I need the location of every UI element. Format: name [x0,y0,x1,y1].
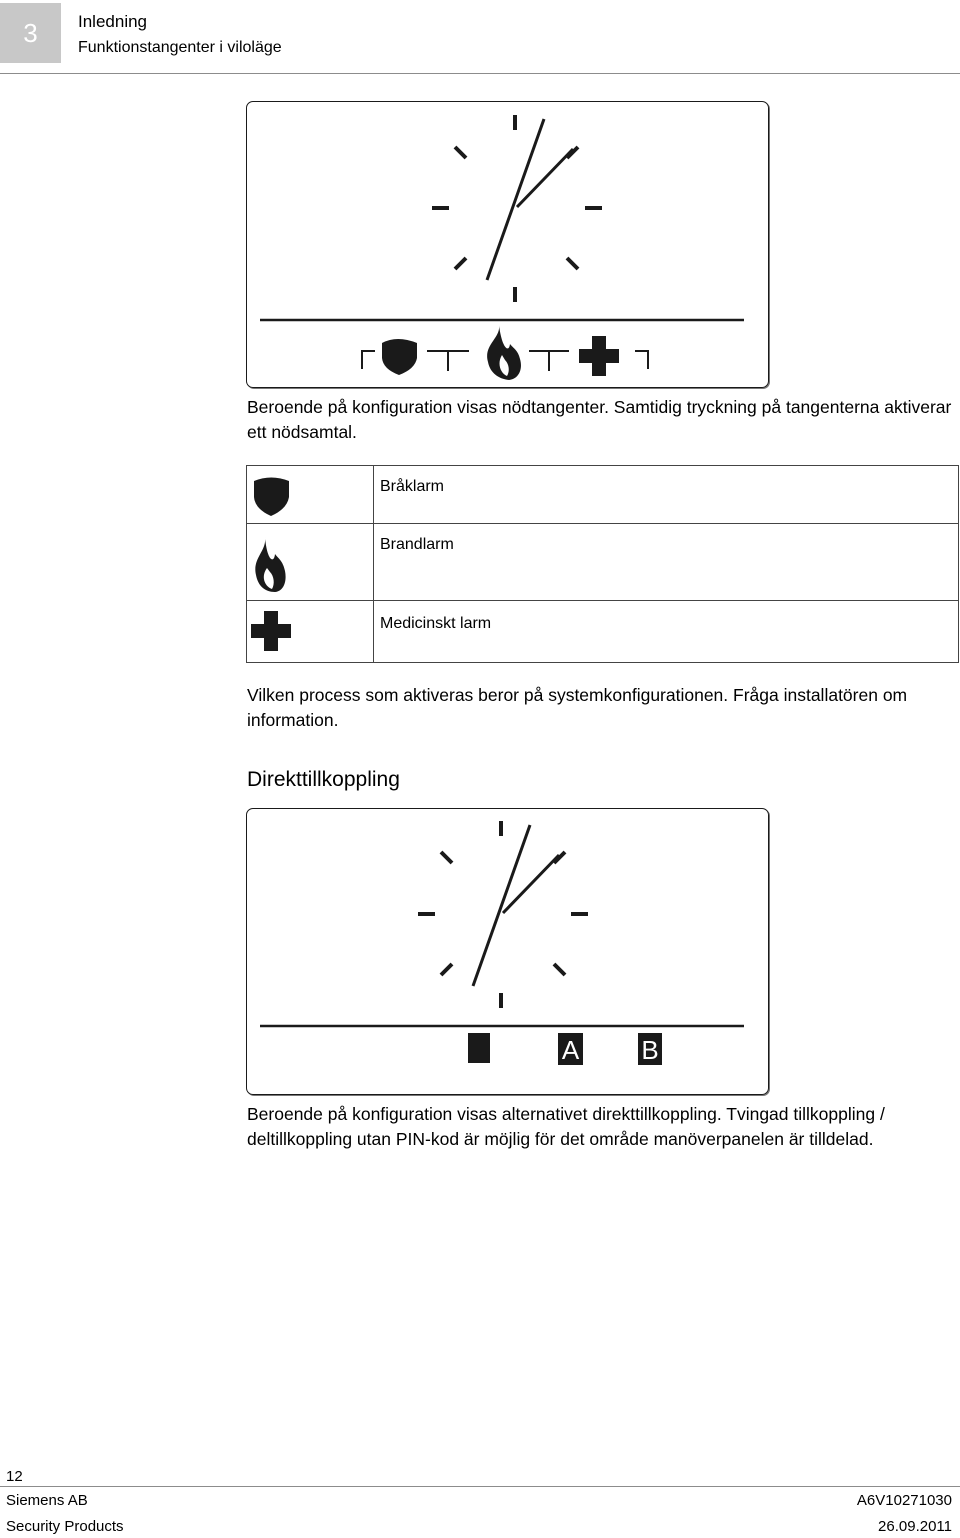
table-row [247,466,959,524]
emergency-keys-text: Beroende på konfiguration visas nödtangenter. Samtidig tryckning på tangenterna aktiverar ett nödsamtal. [247,397,952,442]
clock-tick [567,258,578,269]
footer-date: 26.09.2011 [878,1518,952,1535]
chapter-subtitle: Funktionstangenter i viloläge [78,39,282,56]
clock-tick [441,852,452,863]
cross-icon [579,336,619,376]
clock-tick [554,964,565,975]
key-bracket-right [635,351,648,369]
table-icon-cell [247,601,374,663]
table-icon-cell [247,524,374,601]
key-separator [529,351,569,371]
section-heading: Direkttillkoppling [247,768,400,791]
chapter-number: 3 [0,3,61,63]
page-number: 12 [6,1468,23,1485]
cross-icon [251,609,295,653]
key-b-label: B [641,1035,659,1065]
alarm-label-medical: Medicinskt larm [374,601,959,663]
table-row [247,524,959,601]
arming-key-full-icon [468,1033,490,1063]
shield-icon [252,476,292,516]
footer-divider [0,1486,960,1487]
clock-display [247,102,770,389]
footer-doc-id: A6V10271030 [856,1492,952,1509]
footer-division: Security Products [6,1518,124,1535]
clock-tick [455,258,466,269]
header-divider [0,73,960,74]
key-separator [427,351,469,371]
table-row [247,601,959,663]
shield-icon [382,339,417,375]
table-icon-cell [247,466,374,524]
flame-icon [250,536,290,594]
footer-company: Siemens AB [6,1492,88,1509]
display-panel-direct-arming [246,808,769,1095]
alarm-label-burglary: Bråklarm [374,466,959,524]
arming-key-b [638,1033,662,1065]
clock-tick [455,147,466,158]
chapter-title: Inledning [78,12,148,31]
hour-hand [517,149,573,207]
key-bracket-left [362,351,375,369]
key-a-label: A [561,1035,580,1065]
clock-display [247,809,770,1096]
process-info-text: Vilken process som aktiveras beror på systemkonfigurationen. Fråga installatören om information. [247,685,908,730]
minute-hand [487,119,544,280]
minute-hand [473,825,530,986]
clock-tick [441,964,452,975]
arming-key-a [558,1033,583,1065]
alarm-table [246,465,959,663]
hour-hand [503,855,559,913]
direct-arming-text: Beroende på konfiguration visas alternativet direkttillkoppling. Tvingad tillkoppling / deltillkoppling utan PIN-kod är möjlig för det område manöverpanelen är tilldelad. [247,1104,885,1149]
flame-icon [487,325,521,380]
display-panel-emergency [246,101,769,388]
alarm-label-fire: Brandlarm [374,524,959,601]
